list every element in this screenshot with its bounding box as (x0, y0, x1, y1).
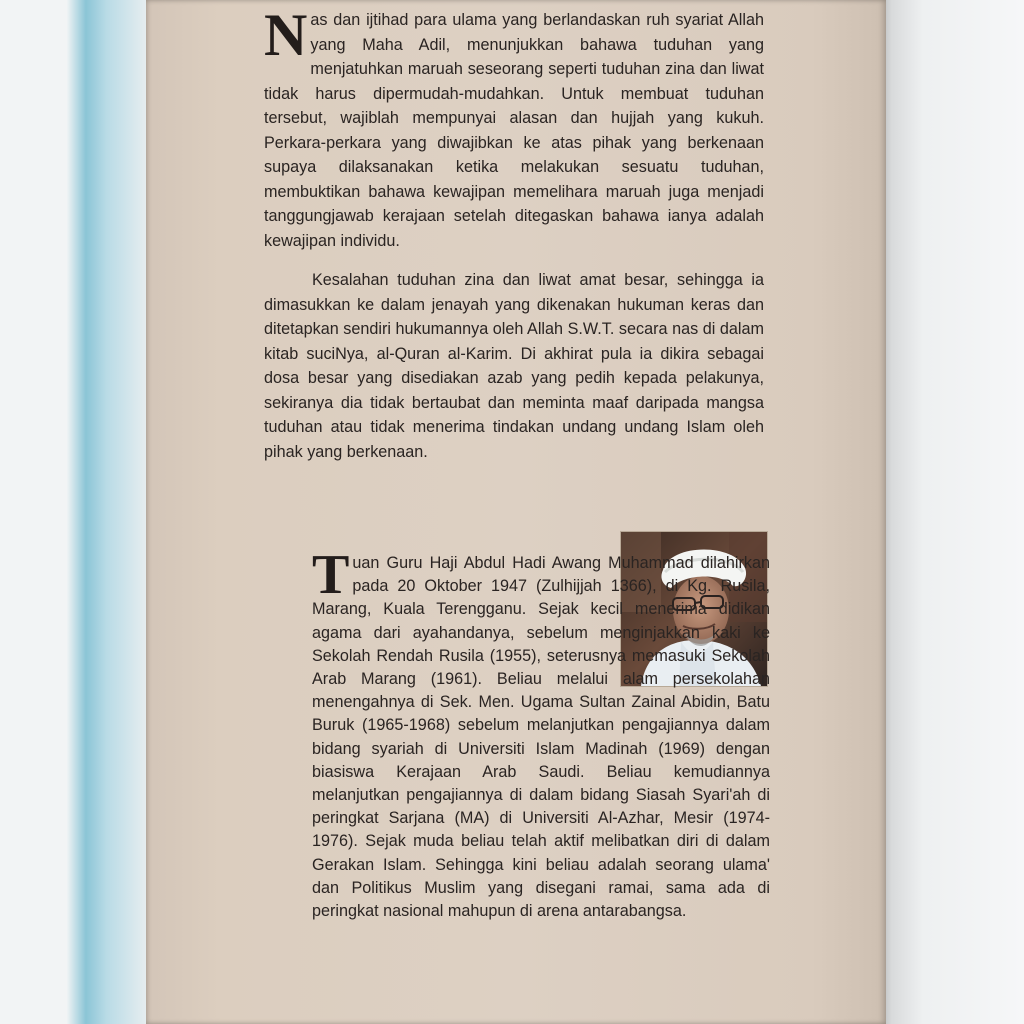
bio-dropcap-letter: T (312, 544, 350, 606)
blurb-paragraph-1 (264, 2, 764, 253)
blurb-paragraph-2-text: Kesalahan tuduhan zina dan liwat amat besar, sehingga ia dimasukkan ke dalam jenayah yang dikenakan hukuman keras dan ditetapkan sendiri hukumannya oleh Allah S.W.T. secara nas di dalam kitab suciNya, al-Quran al-Karim. Di akhirat pula ia dikira sebagai dosa besar yang disediakan azab yang pedih kepada pelakunya, sekiranya dia tidak bertaubat dan meminta maaf daripada mangsa tuduhan atau tidak menerima tindakan undang undang Islam oleh pihak yang berkenaan. (264, 271, 764, 461)
background-surface-right (880, 0, 1024, 1024)
blurb-paragraph-2 (264, 268, 764, 464)
blurb-paragraph-1-text: as dan ijtihad para ulama yang berlandaskan ruh syariat Allah yang Maha Adil, menunjukkan bahawa tuduhan yang menjatuhkan maruah seseorang seperti tuduhan zina dan liwat tidak harus dipermudah-mudahkan. Untuk membuat tuduhan tersebut, wajiblah mempunyai alasan dan hujjah yang kukuh. Perkara-perkara yang diwajibkan ke atas pihak yang berkenaan supaya dilaksanakan ketika melakukan sesuatu tuduhan, membuktikan bahawa kewajipan memelihara maruah juga menjadi tanggungjawab kerajaan setelah ditegaskan bahawa ianya adalah kewajipan individu. (264, 11, 764, 250)
author-biography (312, 544, 770, 923)
dropcap-letter: N (264, 2, 308, 68)
author-biography-text: uan Guru Haji Abdul Hadi Awang Muhammad dilahirkan pada 20 Oktober 1947 (Zulhijjah 1366), di Kg. Rusila, Marang, Kuala Terengganu. Sejak kecil menerima didikan agama dari ayahandanya, sebelum menginjakkan kaki ke Sekolah Rendah Rusila (1955), seterusnya memasuki Sekolah Arab Marang (1961). Beliau melalui alam persekolahan menengahnya di Sek. Men. Ugama Sultan Zainal Abidin, Batu Buruk (1965-1968) sebelum melanjutkan pengajiannya dalam bidang syariah di Universiti Islam Madinah (1969) dengan biasiswa Kerajaan Arab Saudi. Beliau kemudiannya melanjutkan pengajiannya di dalam bidang Siasah Syari'ah di peringkat Sarjana (MA) di Universiti Al-Azhar, Mesir (1974-1976). Sejak muda beliau telah aktif melibatkan diri di dalam Gerakan Islam. Sehingga kini beliau adalah seorang ulama' dan Politikus Muslim yang disegani ramai, sama ada di peringkat nasional mahupun di arena antarabangsa. (312, 554, 770, 921)
background-surface-left (0, 0, 148, 1024)
